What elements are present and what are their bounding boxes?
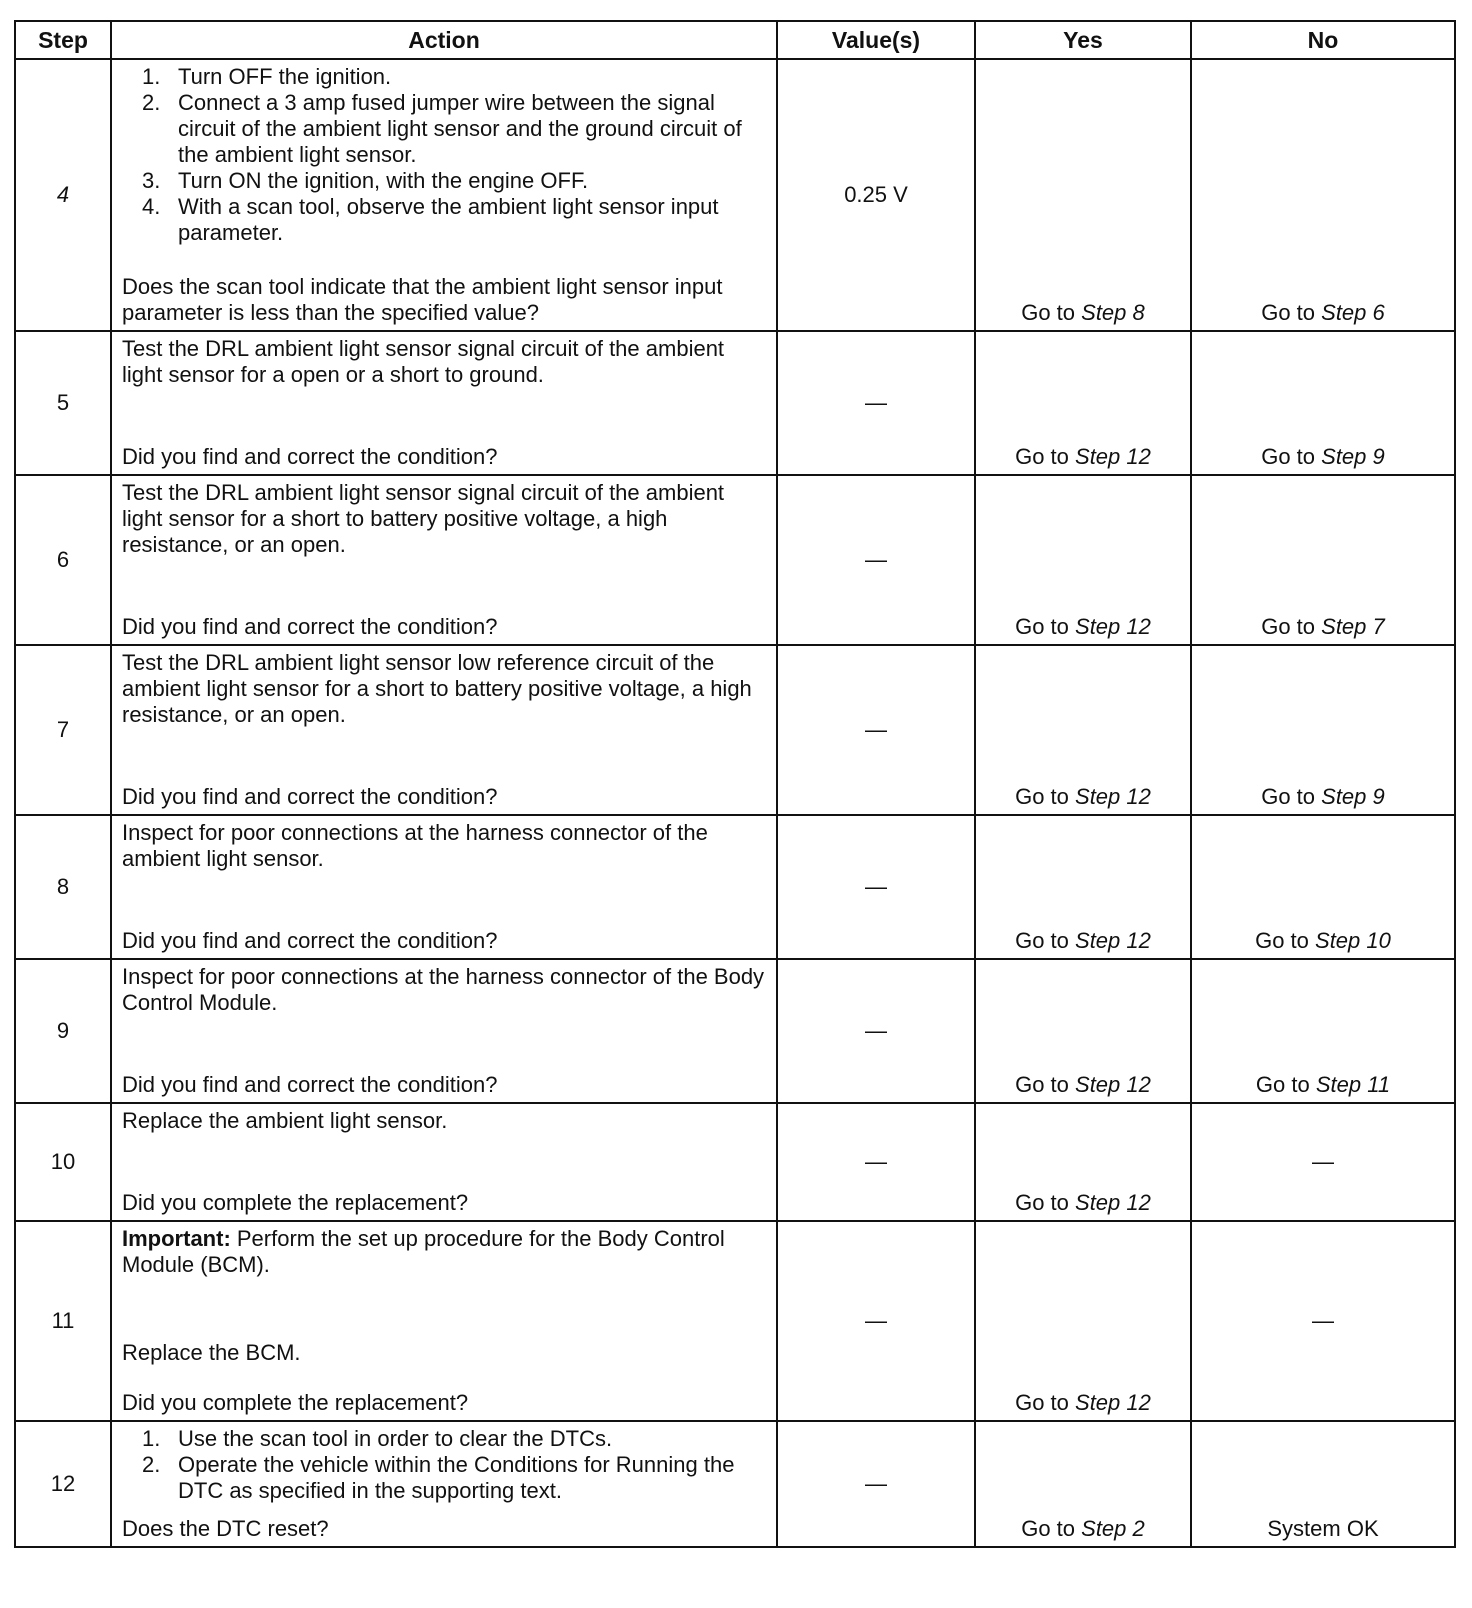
action-question: Did you complete the replacement? (122, 1390, 469, 1415)
table-row (15, 331, 1455, 475)
action-cell (111, 475, 777, 645)
table-row (15, 815, 1455, 959)
header-row (15, 21, 1455, 59)
value-cell: — (777, 815, 975, 959)
list-item: 1. Use the scan tool in order to clear the DTCs. (142, 1426, 613, 1451)
action-question: Does the scan tool indicate that the ambient light sensor input parameter is less than the specified value? (122, 274, 723, 325)
list-item: 1. Turn OFF the ignition. (142, 64, 392, 89)
list-item: 4. With a scan tool, observe the ambient light sensor input parameter. (142, 194, 719, 245)
step-number: 8 (15, 815, 111, 959)
value-cell: — (777, 331, 975, 475)
action-text: Test the DRL ambient light sensor low reference circuit of the ambient light sensor for a short to battery positive voltage, a high resistance, or an open. (122, 650, 752, 727)
no-goto: Go to Step 9 (1191, 331, 1455, 475)
action-text: Test the DRL ambient light sensor signal circuit of the ambient light sensor for a short to battery positive voltage, a high resistance, or an open. (122, 480, 725, 557)
list-item: 2. Connect a 3 amp fused jumper wire between the signal circuit of the ambient light sensor and the ground circuit of the ambient light sensor. (142, 90, 742, 167)
no-goto: Go to Step 11 (1191, 959, 1455, 1103)
step-number: 10 (15, 1103, 111, 1221)
step-number: 7 (15, 645, 111, 815)
action-cell (111, 1221, 777, 1421)
header-no: No (1191, 21, 1455, 59)
no-result: — (1191, 1103, 1455, 1221)
step-number: 12 (15, 1421, 111, 1547)
table-row (15, 645, 1455, 815)
action-question: Did you find and correct the condition? (122, 444, 498, 469)
table-row (15, 959, 1455, 1103)
action-cell (111, 331, 777, 475)
action-text: Replace the BCM. (122, 1340, 301, 1365)
action-text: Inspect for poor connections at the harness connector of the ambient light sensor. (122, 820, 708, 871)
action-question: Did you find and correct the condition? (122, 784, 498, 809)
yes-goto: Go to Step 2 (975, 1421, 1191, 1547)
action-cell (111, 815, 777, 959)
yes-goto: Go to Step 12 (975, 1221, 1191, 1421)
list-item: 3. Turn ON the ignition, with the engine OFF. (142, 168, 589, 193)
table-row (15, 1103, 1455, 1221)
yes-goto: Go to Step 8 (975, 59, 1191, 331)
step-number: 5 (15, 331, 111, 475)
no-goto: Go to Step 6 (1191, 59, 1455, 331)
value-cell: — (777, 1221, 975, 1421)
table-row (15, 1221, 1455, 1421)
yes-goto: Go to Step 12 (975, 475, 1191, 645)
action-text: Replace the ambient light sensor. (122, 1108, 448, 1133)
action-cell (111, 959, 777, 1103)
no-goto: Go to Step 10 (1191, 815, 1455, 959)
value-cell: — (777, 645, 975, 815)
table-row (15, 1421, 1455, 1547)
action-cell (111, 1421, 777, 1547)
yes-goto: Go to Step 12 (975, 815, 1191, 959)
value-cell: — (777, 959, 975, 1103)
yes-goto: Go to Step 12 (975, 1103, 1191, 1221)
value-cell: 0.25 V (777, 59, 975, 331)
header-action: Action (111, 21, 777, 59)
step-number: 9 (15, 959, 111, 1103)
no-result: System OK (1191, 1421, 1455, 1547)
value-cell: — (777, 475, 975, 645)
important-note: Important: Perform the set up procedure for the Body Control Module (BCM). (122, 1226, 725, 1277)
value-cell: — (777, 1103, 975, 1221)
table-row (15, 59, 1455, 331)
list-item: 2. Operate the vehicle within the Conditions for Running the DTC as specified in the supporting text. (142, 1452, 735, 1503)
step-number: 11 (15, 1221, 111, 1421)
step-number: 4 (15, 59, 111, 331)
step-number: 6 (15, 475, 111, 645)
action-question: Did you complete the replacement? (122, 1190, 469, 1215)
no-goto: Go to Step 7 (1191, 475, 1455, 645)
yes-goto: Go to Step 12 (975, 331, 1191, 475)
header-yes: Yes (975, 21, 1191, 59)
no-result: — (1191, 1221, 1455, 1421)
action-cell (111, 645, 777, 815)
action-text: Test the DRL ambient light sensor signal circuit of the ambient light sensor for a open or a short to ground. (122, 336, 725, 387)
action-text: Inspect for poor connections at the harness connector of the Body Control Module. (122, 964, 765, 1015)
yes-goto: Go to Step 12 (975, 959, 1191, 1103)
action-cell (111, 59, 777, 331)
action-question: Did you find and correct the condition? (122, 1072, 498, 1097)
value-cell: — (777, 1421, 975, 1547)
no-goto: Go to Step 9 (1191, 645, 1455, 815)
action-question: Did you find and correct the condition? (122, 614, 498, 639)
diagnostic-table (14, 20, 1456, 1548)
header-step: Step (15, 21, 111, 59)
action-question: Does the DTC reset? (122, 1516, 329, 1541)
table-row (15, 475, 1455, 645)
header-values: Value(s) (777, 21, 975, 59)
action-question: Did you find and correct the condition? (122, 928, 498, 953)
yes-goto: Go to Step 12 (975, 645, 1191, 815)
action-cell (111, 1103, 777, 1221)
